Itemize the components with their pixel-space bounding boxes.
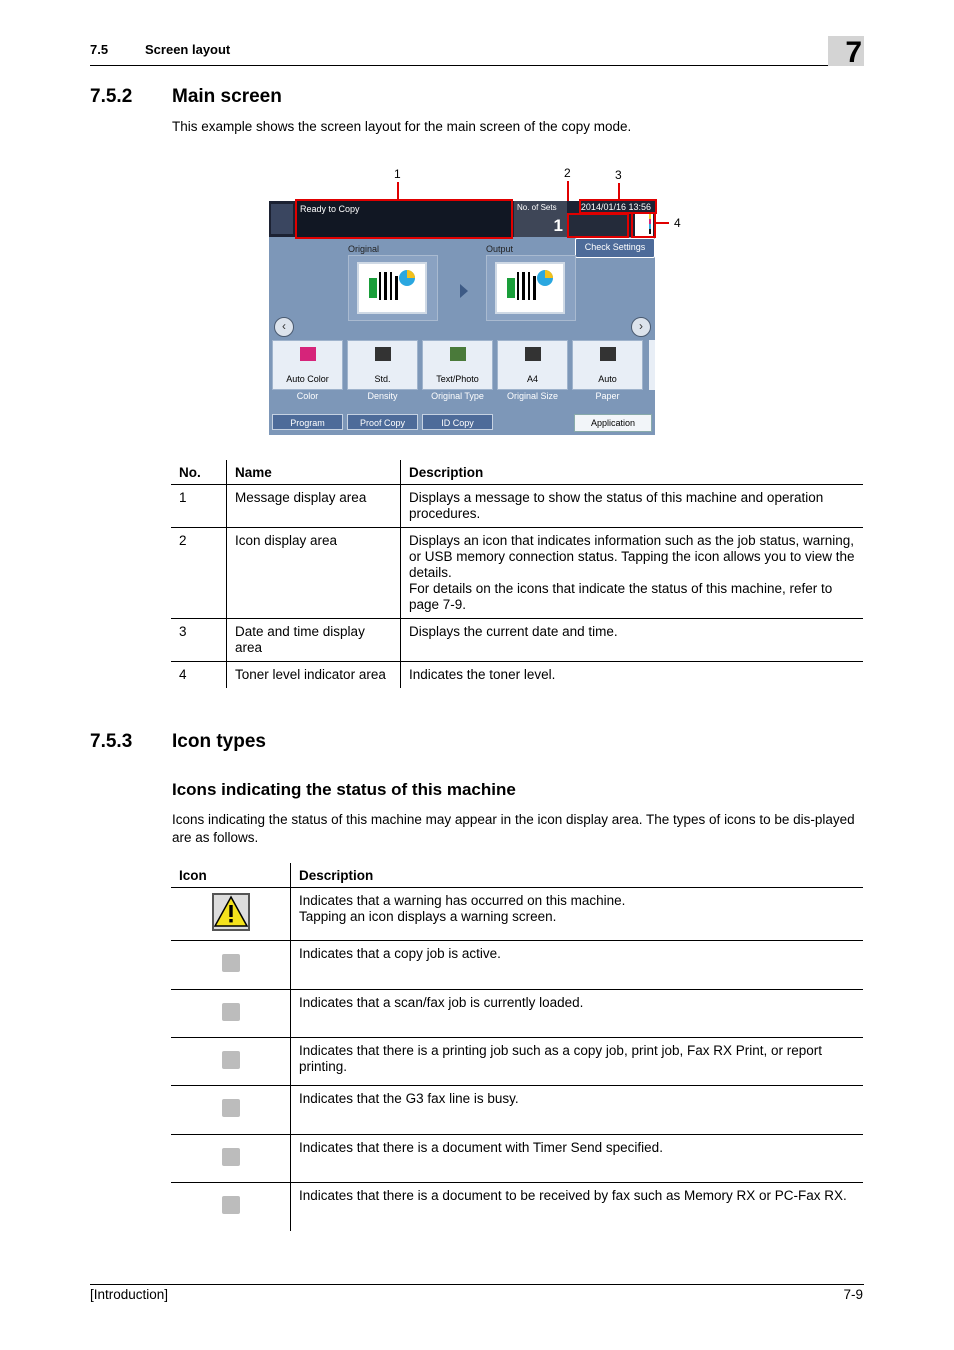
description-line: Indicates the toner level. [409, 667, 556, 682]
column-header-no: No. [171, 460, 227, 485]
table-row [171, 941, 863, 990]
description-line: Displays an icon that indicates information such as the job status, warning, or USB memory connection status. Tapping the icon allows you to view the details. [409, 533, 855, 580]
original-size-button[interactable] [497, 340, 568, 390]
color-caption: Color [296, 391, 319, 401]
output-preview [486, 255, 576, 321]
scan-fax-job-icon [222, 1003, 240, 1021]
icon-description [291, 1086, 864, 1135]
original-size-value: A4 [526, 374, 538, 384]
original-document-icon [357, 262, 427, 314]
highlight-message-area [295, 199, 513, 239]
icon-description [291, 1183, 864, 1231]
table-row [171, 528, 863, 619]
icon-cell [171, 990, 291, 1038]
icon-types-intro: Icons indicating the status of this machine may appear in the icon display area. The types of icons to be dis-played are as follows. [172, 812, 855, 845]
table-row [171, 1038, 863, 1086]
row-description [401, 662, 864, 689]
paper-icon [600, 347, 616, 361]
density-button[interactable] [347, 340, 418, 390]
row-number: 4 [171, 662, 227, 689]
description-line: Indicates that a scan/fax job is currently loaded. [299, 995, 584, 1010]
table-row [171, 888, 863, 941]
callout-3: 3 [615, 168, 622, 182]
original-type-caption: Original Type [431, 391, 484, 401]
print-job-icon [222, 1051, 240, 1069]
warning-icon [212, 893, 250, 931]
highlight-icon-area [567, 213, 629, 238]
callout-line-3 [618, 183, 620, 200]
copy-job-icon [222, 954, 240, 972]
table-row [171, 1135, 863, 1183]
sets-label: No. of Sets [517, 203, 557, 212]
footer-chapter-name: [Introduction] [90, 1287, 169, 1302]
original-size-caption: Original Size [506, 391, 559, 401]
fax-line-busy-icon [222, 1099, 240, 1117]
row-number: 3 [171, 619, 227, 662]
icon-description [291, 1038, 864, 1086]
row-number: 1 [171, 485, 227, 528]
row-name: Toner level indicator area [227, 662, 401, 689]
subheading-status-icons: Icons indicating the status of this machine [172, 780, 516, 799]
table-header-row [171, 460, 863, 485]
icon-cell [171, 1183, 291, 1231]
scroll-right-button[interactable]: › [631, 317, 651, 337]
icon-description [291, 941, 864, 990]
row-name: Message display area [227, 485, 401, 528]
table-row [171, 1086, 863, 1135]
row-name: Date and time display area [227, 619, 401, 662]
description-line: Displays a message to show the status of this machine and operation procedures. [409, 490, 824, 521]
paper-value: Auto [598, 374, 617, 384]
original-preview [348, 255, 438, 321]
footer-rule [90, 1284, 864, 1285]
original-type-icon [450, 347, 466, 361]
icon-cell [171, 1038, 291, 1086]
copy-main-screen-figure [269, 201, 655, 435]
arrow-right-icon [460, 284, 468, 298]
original-type-button[interactable] [422, 340, 493, 390]
section-title: Icon types [172, 731, 266, 752]
row-description [401, 619, 864, 662]
id-copy-button[interactable]: ID Copy [422, 414, 493, 430]
color-button[interactable] [272, 340, 343, 390]
row-number: 2 [171, 528, 227, 619]
description-line: Displays the current date and time. [409, 624, 618, 639]
section-number: 7.5.2 [90, 86, 133, 107]
running-header-section-title: Screen layout [145, 42, 231, 57]
description-line: Indicates that a warning has occurred on this machine. [299, 893, 626, 908]
output-label: Output [486, 244, 514, 254]
paper-button[interactable] [572, 340, 643, 390]
description-line: Indicates that the G3 fax line is busy. [299, 1091, 519, 1106]
original-type-value: Text/Photo [436, 374, 479, 384]
icon-cell [171, 1135, 291, 1183]
description-line: Tapping an icon displays a warning screen. [299, 909, 557, 924]
icon-cell [171, 888, 291, 941]
output-document-icon [495, 262, 565, 314]
date-time-display: 2014/01/16 13:56 [580, 202, 651, 212]
message-display-area: Ready to Copy [295, 201, 511, 237]
sets-value: 1 [553, 216, 563, 235]
running-header-section-number: 7.5 [90, 42, 109, 57]
column-header-description: Description [401, 460, 864, 485]
proof-copy-button[interactable]: Proof Copy [347, 414, 418, 430]
screen-layout-table [171, 460, 863, 688]
description-line: For details on the icons that indicate the status of this machine, refer to page 7-9. [409, 581, 833, 612]
callout-line-1 [397, 182, 399, 200]
section-number: 7.5.3 [90, 731, 133, 752]
row-description [401, 485, 864, 528]
original-size-icon [525, 347, 541, 361]
row-description [401, 528, 864, 619]
density-value: Std. [374, 374, 391, 384]
fax-receive-icon [222, 1196, 240, 1214]
table-row [171, 619, 863, 662]
partial-function-button [649, 340, 655, 390]
original-label: Original [348, 244, 380, 254]
table-row [171, 485, 863, 528]
row-name: Icon display area [227, 528, 401, 619]
timer-send-icon [222, 1148, 240, 1166]
callout-4: 4 [674, 216, 681, 230]
callout-line-4 [655, 222, 669, 224]
chapter-number-tab: 7 [828, 36, 864, 66]
column-header-name: Name [227, 460, 401, 485]
icon-cell [171, 941, 291, 990]
number-of-sets[interactable] [514, 201, 567, 237]
status-icons-table [171, 863, 863, 1231]
column-header-description: Description [291, 863, 864, 888]
description-line: Indicates that a copy job is active. [299, 946, 501, 961]
program-button[interactable]: Program [272, 414, 343, 430]
highlight-toner [631, 212, 656, 238]
color-icon [300, 347, 316, 361]
paper-caption: Paper [595, 391, 620, 401]
header-rule [90, 65, 864, 66]
density-icon [375, 347, 391, 361]
icon-cell [171, 1086, 291, 1135]
icon-description [291, 888, 864, 941]
callout-2: 2 [564, 166, 571, 180]
description-line: Indicates that there is a document to be received by fax such as Memory RX or PC-Fax RX. [299, 1188, 847, 1203]
copy-mode-icon[interactable] [271, 204, 293, 234]
section-title: Main screen [172, 86, 282, 107]
table-row [171, 662, 863, 689]
description-line: Indicates that there is a document with Timer Send specified. [299, 1140, 663, 1155]
column-header-icon: Icon [171, 863, 291, 888]
check-settings-button[interactable]: Check Settings [575, 238, 655, 258]
table-row [171, 1183, 863, 1231]
icon-description [291, 1135, 864, 1183]
application-button[interactable]: Application [574, 414, 652, 432]
description-line: Indicates that there is a printing job such as a copy job, print job, Fax RX Print, or report printing. [299, 1043, 823, 1074]
color-value: Auto Color [286, 374, 329, 384]
table-header-row [171, 863, 863, 888]
main-screen-intro: This example shows the screen layout for the main screen of the copy mode. [172, 119, 632, 134]
scroll-left-button[interactable]: ‹ [274, 317, 294, 337]
page-number: 7-9 [843, 1287, 863, 1302]
icon-description [291, 990, 864, 1038]
table-row [171, 990, 863, 1038]
callout-1: 1 [394, 167, 401, 181]
density-caption: Density [367, 391, 398, 401]
